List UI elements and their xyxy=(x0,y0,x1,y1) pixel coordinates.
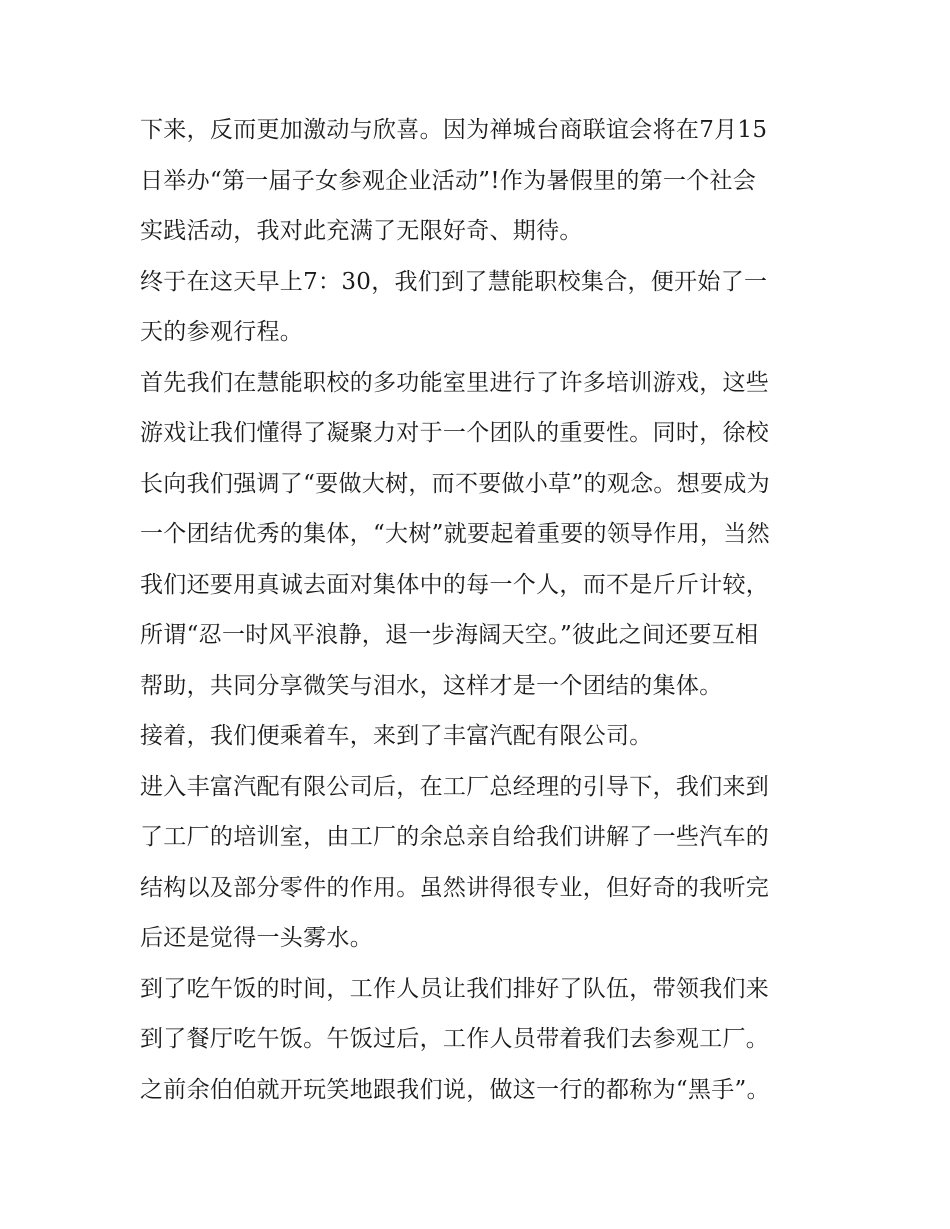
text-line: 了工厂的培训室，由工厂的余总亲自给我们讲解了一些汽车的 xyxy=(140,824,770,850)
text-line: 帮助，共同分享微笑与泪水，这样才是一个团结的集体。 xyxy=(140,672,723,699)
text-line: 游戏让我们懂得了凝聚力对于一个团队的重要性。同时，徐校 xyxy=(140,420,770,446)
document-body xyxy=(140,105,820,1115)
text-line: 天的参观行程。 xyxy=(140,319,304,345)
text-line: 之前余伯伯就开玩笑地跟我们说，做这一行的都称为“黑手”。 xyxy=(140,1076,770,1103)
text-line: 结构以及部分零件的作用。虽然讲得很专业，但好奇的我听完 xyxy=(140,874,770,901)
text-line: 首先我们在慧能职校的多功能室里进行了许多培训游戏，这些 xyxy=(140,369,770,396)
text-line: 到了吃午饭的时间，工作人员让我们排好了队伍，带领我们来 xyxy=(140,975,770,1002)
text-line: 实践活动，我对此充满了无限好奇、期待。 xyxy=(140,218,583,244)
text-line: 进入丰富汽配有限公司后，在工厂总经理的引导下，我们来到 xyxy=(140,773,770,800)
text-line: 下来，反而更加激动与欣喜。因为禅城台商联谊会将在7月15 xyxy=(140,117,768,143)
text-line: 所谓“忍一时风平浪静，退一步海阔天空。”彼此之间还要互相 xyxy=(140,622,759,648)
text-line: 我们还要用真诚去面对集体中的每一个人，而不是斤斤计较， xyxy=(140,571,770,598)
text-line: 日举办“第一届子女参观企业活动”!作为暑假里的第一个社会 xyxy=(140,167,757,194)
text-line: 接着，我们便乘着车，来到了丰富汽配有限公司。 xyxy=(140,723,653,749)
text-line: 到了餐厅吃午饭。午饭过后，工作人员带着我们去参观工厂。 xyxy=(140,1026,770,1052)
text-line: 一个团结优秀的集体，“大树”就要起着重要的领导作用，当然 xyxy=(140,521,770,547)
text-line: 长向我们强调了“要做大树，而不要做小草”的观念。想要成为 xyxy=(140,470,770,497)
text-line: 后还是觉得一头雾水。 xyxy=(140,925,373,951)
text-line: 终于在这天早上7：30，我们到了慧能职校集合，便开始了一 xyxy=(140,268,768,295)
